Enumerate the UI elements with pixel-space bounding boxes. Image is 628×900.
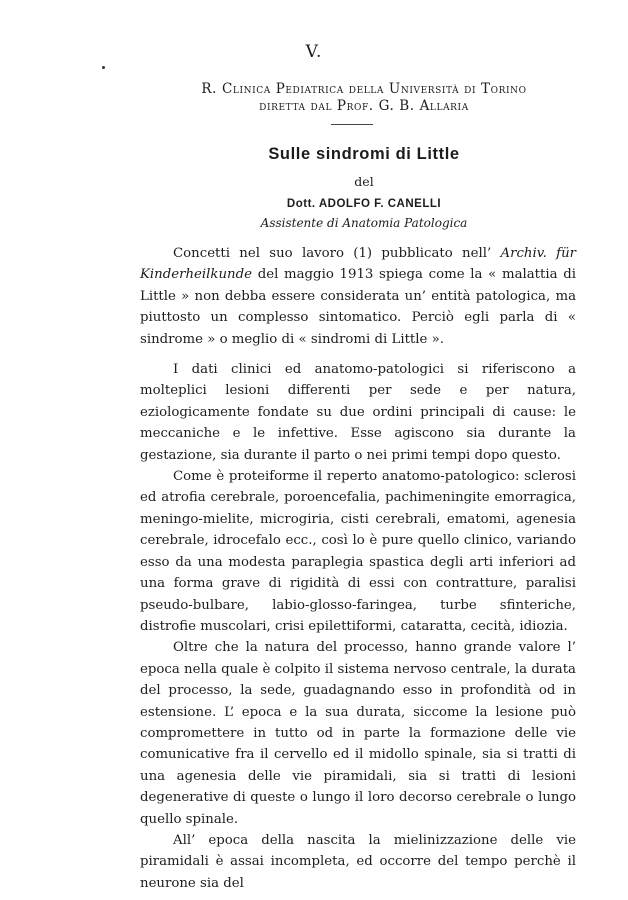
by-line-word: del (354, 174, 374, 189)
paragraph-4: Oltre che la natura del processo, hanno grande valore l’ epoca nella quale è colpito il sistema nervoso centrale, la durata del processo, la sede, guadagnando esso in profondità od in estensione. L’ epoca e la sua durata, siccome la lesione può compromettere in tutto od in parte la formazione delle vie comunicative fra il cervello ed il midollo spinale, sia si tratti di una agenesia delle vie piramidali, sia si tratti di lesioni degenerative di queste o lungo il loro decorso cerebrale o lungo quello spinale. (140, 640, 576, 827)
author-role: Assistente di Anatomia Patologica (260, 216, 468, 230)
paragraph-3: Come è proteiforme il reperto anatomo-patologico: sclerosi ed atrofia cerebrale, poroencefalia, pachimeningite emorragica, meningo-mielite, microgiria, cisti cerebrali, ematomi, agenesia cerebrale, idrocefalo ecc., così lo è pure quello clinico, variando esso da una modesta paraplegia spastica degli arti inferiori ad una forma grave di rigidità di essi con contratture, paralisi pseudo-bulbare, labio-glosso-faringea, turbe sfinteriche, distrofie muscolari, crisi epilettiformi, cataratta, cecità, idiozia. (140, 469, 576, 634)
paragraph-5: All’ epoca della nascita la mielinizzazione delle vie piramidali è assai incompleta, ed occorre del tempo perchè il neurone sia del (140, 832, 576, 891)
institution-line-2: diretta dal Prof. G. B. Allaria (259, 98, 469, 114)
scan-speck (102, 66, 105, 69)
author-name: Dott. ADOLFO F. CANELLI (286, 198, 442, 210)
paragraph-1-start: Concetti nel suo lavoro (1) pubblicato nell’ (173, 246, 501, 261)
paragraph-1 (140, 243, 576, 350)
chapter-number: V. (305, 42, 323, 62)
header-rule (331, 124, 373, 125)
paragraph-1-end: del maggio 1913 spiega come la « malattia di Little » non debba essere considerata un’ entità patologica, ma piuttosto un complesso sintomatico. Perciò egli parla di « sindrome » o meglio di « sindromi di Little ». (140, 267, 576, 347)
article-title: Sulle sindromi di Little (268, 145, 460, 163)
paragraph-2: I dati clinici ed anatomo-patologici si riferiscono a molteplici lesioni differenti per sede e per natura, eziologicamente fondate su due ordini principali di cause: le meccaniche e le infettive. Esse agiscono sia durante la gestazione, sia durante il parto o nei primi tempi dopo questo. (140, 362, 576, 463)
article-body (140, 243, 576, 894)
journal-name: Archiv. für Kinderheilkunde (140, 246, 576, 283)
institution-line-1: R. Clinica Pediatrica della Università di Torino (201, 81, 527, 97)
